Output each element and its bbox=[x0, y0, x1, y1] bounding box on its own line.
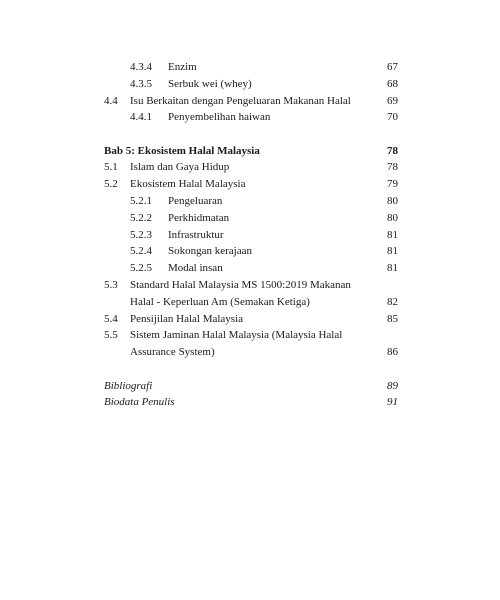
toc-entry-number: 5.2.3 bbox=[130, 228, 152, 241]
toc-entry-title: Sokongan kerajaan bbox=[168, 245, 252, 258]
toc-entry-number: 5.2.5 bbox=[130, 262, 152, 275]
toc-entry-number: 5.5 bbox=[104, 329, 118, 342]
toc-entry-page: 79 bbox=[387, 178, 398, 191]
toc-entry-page: 81 bbox=[387, 245, 398, 258]
toc-entry-title-line2: Halal - Keperluan Am (Semakan Ketiga) bbox=[130, 295, 310, 308]
toc-entry-page: 86 bbox=[387, 346, 398, 359]
toc-entry-title: Serbuk wei (whey) bbox=[168, 77, 252, 90]
toc-entry-title-line1: Sistem Jaminan Halal Malaysia (Malaysia Halal bbox=[130, 329, 343, 342]
toc-entry-page: 82 bbox=[387, 295, 398, 308]
toc-entry-page: 80 bbox=[387, 195, 398, 208]
toc-entry-page: 91 bbox=[387, 396, 398, 409]
toc-entry-5-3-continued bbox=[104, 294, 398, 311]
toc-entry-title: Biodata Penulis bbox=[104, 396, 175, 409]
toc-entry-number: 4.4 bbox=[104, 94, 118, 107]
toc-entry-number: 5.2.1 bbox=[130, 195, 152, 208]
toc-entry-page: 69 bbox=[387, 94, 398, 107]
toc-chapter-title: Bab 5: Ekosistem Halal Malaysia bbox=[104, 144, 260, 157]
toc-entry-4-3-4 bbox=[104, 59, 398, 76]
toc-entry-bibliografi bbox=[104, 378, 398, 395]
toc-entry-title-line1: Standard Halal Malaysia MS 1500:2019 Makanan bbox=[130, 279, 351, 292]
toc-entry-5-2-2 bbox=[104, 210, 398, 227]
toc-entry-title: Islam dan Gaya Hidup bbox=[130, 161, 230, 174]
toc-entry-title: Pengeluaran bbox=[168, 195, 223, 208]
toc-entry-number: 5.1 bbox=[104, 161, 118, 174]
toc-entry-number: 4.3.4 bbox=[130, 61, 152, 73]
toc-chapter-5 bbox=[104, 143, 398, 160]
toc-entry-title: Ekosistem Halal Malaysia bbox=[130, 178, 246, 191]
toc-chapter-page: 78 bbox=[387, 144, 398, 157]
toc-entry-title: Modal insan bbox=[168, 262, 223, 275]
toc-entry-page: 70 bbox=[387, 111, 398, 124]
toc-entry-5-5 bbox=[104, 327, 398, 344]
toc-entry-4-4 bbox=[104, 93, 398, 110]
toc-entry-5-4 bbox=[104, 311, 398, 328]
toc-entry-5-2-3 bbox=[104, 227, 398, 244]
toc-entry-number: 5.2.4 bbox=[130, 245, 152, 258]
toc-spacer bbox=[104, 361, 398, 378]
toc-entry-title: Penyembelihan haiwan bbox=[168, 111, 271, 124]
toc-entry-5-2-5 bbox=[104, 260, 398, 277]
toc-entry-5-2-4 bbox=[104, 243, 398, 260]
toc-entry-number: 5.2 bbox=[104, 178, 118, 191]
toc-entry-number: 5.4 bbox=[104, 312, 118, 325]
toc-entry-title: Bibliografi bbox=[104, 379, 153, 392]
toc-entry-page: 68 bbox=[387, 77, 398, 90]
toc-entry-biodata-penulis bbox=[104, 394, 398, 411]
toc-entry-page: 85 bbox=[387, 312, 398, 325]
toc-entry-title-line2: Assurance System) bbox=[130, 346, 215, 359]
toc-entry-5-5-continued bbox=[104, 344, 398, 361]
toc-entry-5-1 bbox=[104, 159, 398, 176]
toc-entry-number: 4.4.1 bbox=[130, 111, 152, 124]
toc-entry-4-4-1 bbox=[104, 109, 398, 126]
toc-entry-title: Isu Berkaitan dengan Pengeluaran Makanan Halal bbox=[130, 94, 351, 107]
toc-spacer bbox=[104, 126, 398, 143]
toc-entry-number: 5.3 bbox=[104, 279, 118, 292]
toc-entry-5-2-1 bbox=[104, 193, 398, 210]
toc-entry-title: Enzim bbox=[168, 61, 197, 73]
toc-entry-page: 81 bbox=[387, 262, 398, 275]
toc-entry-number: 4.3.5 bbox=[130, 77, 152, 90]
toc-entry-5-3 bbox=[104, 277, 398, 294]
toc-entry-page: 89 bbox=[387, 379, 398, 392]
toc-entry-page: 78 bbox=[387, 161, 398, 174]
toc-entry-page: 80 bbox=[387, 211, 398, 224]
toc-entry-number: 5.2.2 bbox=[130, 211, 152, 224]
toc-entry-title: Infrastruktur bbox=[168, 228, 224, 241]
toc-entry-title: Pensijilan Halal Malaysia bbox=[130, 312, 244, 325]
toc-entry-5-2 bbox=[104, 176, 398, 193]
toc-entry-title: Perkhidmatan bbox=[168, 211, 230, 224]
table-of-contents bbox=[104, 59, 398, 411]
toc-entry-page: 67 bbox=[387, 61, 398, 73]
toc-entry-4-3-5 bbox=[104, 76, 398, 93]
toc-entry-page: 81 bbox=[387, 228, 398, 241]
